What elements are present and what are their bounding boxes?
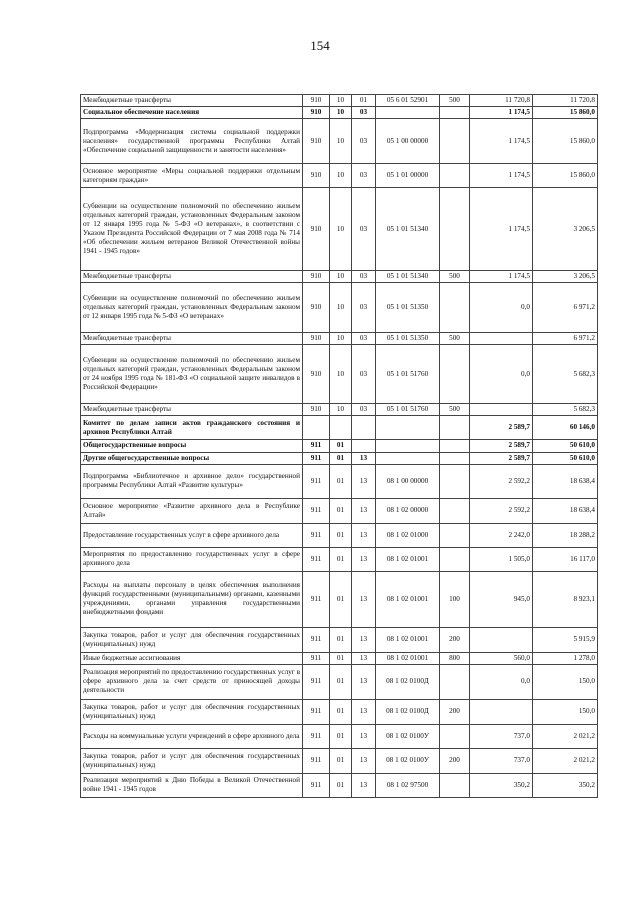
amount-column-1-cell: 1 174,5 <box>470 271 533 283</box>
amount-column-2-cell: 50 610,0 <box>533 440 598 452</box>
table-row <box>81 652 598 664</box>
subsection-code-cell: 03 <box>352 107 376 119</box>
amount-column-1-cell: 0,0 <box>470 345 533 404</box>
ministry-code-cell: 911 <box>303 571 330 627</box>
row-name-cell: Межбюджетные трансферты <box>81 95 303 107</box>
subsection-code-cell: 13 <box>352 498 376 523</box>
expense-type-cell <box>440 452 470 464</box>
section-code-cell: 10 <box>330 95 352 107</box>
target-article-cell: 05 1 01 51340 <box>376 271 440 283</box>
amount-column-1-cell: 1 174,5 <box>470 119 533 164</box>
expense-type-cell <box>440 773 470 797</box>
section-code-cell: 10 <box>330 404 352 416</box>
amount-column-1-cell: 1 174,5 <box>470 164 533 188</box>
table-body <box>81 95 598 798</box>
subsection-code-cell: 03 <box>352 119 376 164</box>
section-code-cell: 01 <box>330 571 352 627</box>
ministry-code-cell: 911 <box>303 664 330 699</box>
amount-column-1-cell: 1 505,0 <box>470 547 533 571</box>
section-code-cell: 10 <box>330 188 352 271</box>
target-article-cell: 08 1 02 01001 <box>376 627 440 652</box>
row-name-cell: Субвенции на осуществление полномочий по обеспечению жильем отдельных категорий граждан, установленных Федеральным законом от 12 января 1995 года № 5-ФЗ «О ветеранах», в соответствии с Указом Президента Российской Федерации от 7 мая 2008 года № 714 «Об обеспечении жильем ветеранов Великой Отечественной войны 1941 - 1945 годов» <box>81 188 303 271</box>
amount-column-1-cell: 0,0 <box>470 283 533 333</box>
section-code-cell: 10 <box>330 283 352 333</box>
table-row <box>81 333 598 345</box>
section-code-cell: 10 <box>330 164 352 188</box>
expense-type-cell: 800 <box>440 652 470 664</box>
section-code-cell: 01 <box>330 652 352 664</box>
row-name-cell: Иные бюджетные ассигнования <box>81 652 303 664</box>
table-row <box>81 664 598 699</box>
amount-column-1-cell: 2 589,7 <box>470 416 533 440</box>
target-article-cell: 08 1 02 00000 <box>376 498 440 523</box>
row-name-cell: Основное мероприятие «Меры социальной поддержки отдельным категориям граждан» <box>81 164 303 188</box>
row-name-cell: Общегосударственные вопросы <box>81 440 303 452</box>
subsection-code-cell: 13 <box>352 571 376 627</box>
table-row <box>81 748 598 773</box>
amount-column-1-cell: 2 589,7 <box>470 440 533 452</box>
target-article-cell: 05 1 00 00000 <box>376 119 440 164</box>
expense-type-cell <box>440 724 470 748</box>
amount-column-1-cell: 737,0 <box>470 724 533 748</box>
table-row <box>81 464 598 498</box>
subsection-code-cell: 01 <box>352 95 376 107</box>
target-article-cell <box>376 416 440 440</box>
row-name-cell: Расходы на выплаты персоналу в целях обеспечения выполнения функций государственными (муниципальными) органами, казенными учреждениями, органами управления государственными внебюджетными фондами <box>81 571 303 627</box>
target-article-cell: 08 1 02 01001 <box>376 571 440 627</box>
row-name-cell: Основное мероприятие «Развитие архивного дела в Республике Алтай» <box>81 498 303 523</box>
amount-column-2-cell: 16 117,0 <box>533 547 598 571</box>
expense-type-cell: 200 <box>440 699 470 724</box>
amount-column-1-cell: 2 589,7 <box>470 452 533 464</box>
amount-column-2-cell: 15 860,0 <box>533 164 598 188</box>
expense-type-cell: 500 <box>440 271 470 283</box>
table-row <box>81 571 598 627</box>
target-article-cell: 05 1 01 51350 <box>376 283 440 333</box>
ministry-code-cell: 910 <box>303 333 330 345</box>
expense-type-cell: 500 <box>440 95 470 107</box>
row-name-cell: Мероприятия по предоставлению государственных услуг в сфере архивного дела <box>81 547 303 571</box>
ministry-code-cell: 911 <box>303 464 330 498</box>
table-row <box>81 95 598 107</box>
section-code-cell: 01 <box>330 498 352 523</box>
section-code-cell: 01 <box>330 547 352 571</box>
expense-type-cell <box>440 664 470 699</box>
section-code-cell: 01 <box>330 724 352 748</box>
row-name-cell: Закупка товаров, работ и услуг для обеспечения государственных (муниципальных) нужд <box>81 748 303 773</box>
ministry-code-cell: 910 <box>303 188 330 271</box>
table-row <box>81 119 598 164</box>
ministry-code-cell: 910 <box>303 404 330 416</box>
ministry-code-cell: 911 <box>303 452 330 464</box>
target-article-cell: 08 1 02 01001 <box>376 652 440 664</box>
ministry-code-cell: 911 <box>303 724 330 748</box>
ministry-code-cell: 910 <box>303 345 330 404</box>
table-row <box>81 452 598 464</box>
expense-type-cell: 200 <box>440 748 470 773</box>
amount-column-2-cell: 60 146,0 <box>533 416 598 440</box>
target-article-cell: 05 1 01 51350 <box>376 333 440 345</box>
subsection-code-cell: 13 <box>352 452 376 464</box>
subsection-code-cell: 03 <box>352 271 376 283</box>
table-row <box>81 773 598 797</box>
table-row <box>81 188 598 271</box>
expense-type-cell <box>440 345 470 404</box>
amount-column-2-cell: 18 638,4 <box>533 498 598 523</box>
section-code-cell: 01 <box>330 440 352 452</box>
ministry-code-cell: 911 <box>303 523 330 547</box>
section-code-cell: 10 <box>330 333 352 345</box>
section-code-cell: 10 <box>330 271 352 283</box>
section-code-cell: 01 <box>330 464 352 498</box>
table-row <box>81 627 598 652</box>
table-row <box>81 440 598 452</box>
subsection-code-cell <box>352 440 376 452</box>
row-name-cell: Другие общегосударственные вопросы <box>81 452 303 464</box>
amount-column-1-cell <box>470 404 533 416</box>
expense-type-cell <box>440 416 470 440</box>
amount-column-1-cell: 560,0 <box>470 652 533 664</box>
section-code-cell: 10 <box>330 119 352 164</box>
amount-column-2-cell: 1 278,0 <box>533 652 598 664</box>
target-article-cell: 08 1 02 0100Д <box>376 699 440 724</box>
amount-column-1-cell <box>470 333 533 345</box>
amount-column-2-cell: 5 915,9 <box>533 627 598 652</box>
target-article-cell: 05 1 01 51340 <box>376 188 440 271</box>
ministry-code-cell: 911 <box>303 440 330 452</box>
section-code-cell: 01 <box>330 773 352 797</box>
ministry-code-cell: 911 <box>303 498 330 523</box>
ministry-code-cell: 911 <box>303 773 330 797</box>
ministry-code-cell: 910 <box>303 107 330 119</box>
table-row <box>81 283 598 333</box>
amount-column-2-cell: 18 638,4 <box>533 464 598 498</box>
subsection-code-cell: 13 <box>352 523 376 547</box>
section-code-cell: 01 <box>330 664 352 699</box>
expense-type-cell <box>440 464 470 498</box>
ministry-code-cell: 911 <box>303 699 330 724</box>
amount-column-2-cell: 3 206,5 <box>533 271 598 283</box>
target-article-cell: 05 6 01 52901 <box>376 95 440 107</box>
page-number: 154 <box>310 38 330 53</box>
ministry-code-cell: 910 <box>303 271 330 283</box>
row-name-cell: Закупка товаров, работ и услуг для обеспечения государственных (муниципальных) нужд <box>81 627 303 652</box>
subsection-code-cell: 03 <box>352 333 376 345</box>
row-name-cell: Межбюджетные трансферты <box>81 404 303 416</box>
expense-type-cell <box>440 107 470 119</box>
table-row <box>81 271 598 283</box>
amount-column-2-cell: 15 860,0 <box>533 119 598 164</box>
row-name-cell: Подпрограмма «Библиотечное и архивное дело» государственной программы Республики Алтай «Развитие культуры» <box>81 464 303 498</box>
row-name-cell: Межбюджетные трансферты <box>81 333 303 345</box>
amount-column-2-cell: 350,2 <box>533 773 598 797</box>
expense-type-cell <box>440 188 470 271</box>
subsection-code-cell: 13 <box>352 699 376 724</box>
subsection-code-cell: 13 <box>352 724 376 748</box>
amount-column-1-cell: 945,0 <box>470 571 533 627</box>
subsection-code-cell: 13 <box>352 773 376 797</box>
table-row <box>81 523 598 547</box>
amount-column-2-cell: 5 682,3 <box>533 345 598 404</box>
target-article-cell: 08 1 02 97500 <box>376 773 440 797</box>
section-code-cell: 01 <box>330 748 352 773</box>
table-row <box>81 416 598 440</box>
target-article-cell: 08 1 02 01000 <box>376 523 440 547</box>
expense-type-cell <box>440 498 470 523</box>
row-name-cell: Закупка товаров, работ и услуг для обеспечения государственных (муниципальных) нужд <box>81 699 303 724</box>
ministry-code-cell: 911 <box>303 748 330 773</box>
subsection-code-cell: 13 <box>352 664 376 699</box>
ministry-code-cell: 911 <box>303 547 330 571</box>
amount-column-1-cell <box>470 627 533 652</box>
table-row <box>81 345 598 404</box>
target-article-cell: 05 1 01 51760 <box>376 404 440 416</box>
amount-column-2-cell: 2 021,2 <box>533 724 598 748</box>
expense-type-cell: 500 <box>440 333 470 345</box>
section-code-cell: 10 <box>330 345 352 404</box>
target-article-cell: 08 1 02 0100У <box>376 724 440 748</box>
amount-column-1-cell: 737,0 <box>470 748 533 773</box>
amount-column-1-cell: 1 174,5 <box>470 107 533 119</box>
expense-type-cell <box>440 164 470 188</box>
amount-column-1-cell: 11 720,8 <box>470 95 533 107</box>
subsection-code-cell: 13 <box>352 627 376 652</box>
amount-column-1-cell <box>470 699 533 724</box>
subsection-code-cell: 13 <box>352 547 376 571</box>
table-row <box>81 164 598 188</box>
amount-column-2-cell: 18 288,2 <box>533 523 598 547</box>
amount-column-2-cell: 6 971,2 <box>533 333 598 345</box>
table-row <box>81 724 598 748</box>
subsection-code-cell: 03 <box>352 345 376 404</box>
ministry-code-cell: 911 <box>303 627 330 652</box>
subsection-code-cell: 13 <box>352 464 376 498</box>
expense-type-cell <box>440 283 470 333</box>
row-name-cell: Расходы на коммунальные услуги учреждений в сфере архивного дела <box>81 724 303 748</box>
table-row <box>81 107 598 119</box>
amount-column-1-cell: 2 592,2 <box>470 464 533 498</box>
amount-column-2-cell: 2 021,2 <box>533 748 598 773</box>
ministry-code-cell: 910 <box>303 119 330 164</box>
row-name-cell: Межбюджетные трансферты <box>81 271 303 283</box>
row-name-cell: Подпрограмма «Модернизация системы социальной поддержки населения» государственной программы Республики Алтай «Обеспечение социальной защищенности и занятости населения» <box>81 119 303 164</box>
budget-table <box>80 94 598 798</box>
amount-column-1-cell: 0,0 <box>470 664 533 699</box>
expense-type-cell: 200 <box>440 627 470 652</box>
row-name-cell: Реализация мероприятий по предоставлению государственных услуг в сфере архивного дела за счет средств от приносящей доходы деятельности <box>81 664 303 699</box>
ministry-code-cell: 910 <box>303 95 330 107</box>
target-article-cell: 05 1 01 00000 <box>376 164 440 188</box>
amount-column-1-cell: 350,2 <box>470 773 533 797</box>
ministry-code-cell <box>303 416 330 440</box>
expense-type-cell <box>440 119 470 164</box>
amount-column-1-cell: 2 242,0 <box>470 523 533 547</box>
subsection-code-cell: 13 <box>352 748 376 773</box>
expense-type-cell <box>440 440 470 452</box>
ministry-code-cell: 911 <box>303 652 330 664</box>
amount-column-1-cell: 2 592,2 <box>470 498 533 523</box>
amount-column-2-cell: 150,0 <box>533 699 598 724</box>
expense-type-cell <box>440 547 470 571</box>
row-name-cell: Социальное обеспечение населения <box>81 107 303 119</box>
subsection-code-cell: 03 <box>352 404 376 416</box>
target-article-cell: 08 1 02 01001 <box>376 547 440 571</box>
target-article-cell <box>376 440 440 452</box>
section-code-cell: 01 <box>330 699 352 724</box>
section-code-cell: 10 <box>330 107 352 119</box>
amount-column-2-cell: 150,0 <box>533 664 598 699</box>
target-article-cell: 08 1 02 0100Д <box>376 664 440 699</box>
target-article-cell <box>376 107 440 119</box>
subsection-code-cell: 03 <box>352 283 376 333</box>
target-article-cell: 08 1 00 00000 <box>376 464 440 498</box>
target-article-cell: 05 1 01 51760 <box>376 345 440 404</box>
row-name-cell: Субвенции на осуществление полномочий по обеспечению жильем отдельных категорий граждан, установленных Федеральным законом от 12 января 1995 года № 5-ФЗ «О ветеранах» <box>81 283 303 333</box>
table-row <box>81 404 598 416</box>
expense-type-cell: 100 <box>440 571 470 627</box>
row-name-cell: Комитет по делам записи актов гражданского состояния и архивов Республики Алтай <box>81 416 303 440</box>
section-code-cell: 01 <box>330 523 352 547</box>
ministry-code-cell: 910 <box>303 283 330 333</box>
amount-column-2-cell: 11 720,8 <box>533 95 598 107</box>
subsection-code-cell: 03 <box>352 188 376 271</box>
expense-type-cell <box>440 523 470 547</box>
row-name-cell: Субвенции на осуществление полномочий по обеспечению жильем отдельных категорий граждан, установленных Федеральным законом от 24 ноября 1995 года № 181-ФЗ «О социальной защите инвалидов в Российской Федерации» <box>81 345 303 404</box>
amount-column-2-cell: 50 610,0 <box>533 452 598 464</box>
section-code-cell <box>330 416 352 440</box>
amount-column-2-cell: 6 971,2 <box>533 283 598 333</box>
section-code-cell: 01 <box>330 627 352 652</box>
ministry-code-cell: 910 <box>303 164 330 188</box>
section-code-cell: 01 <box>330 452 352 464</box>
table-row <box>81 547 598 571</box>
subsection-code-cell <box>352 416 376 440</box>
expense-type-cell: 500 <box>440 404 470 416</box>
target-article-cell <box>376 452 440 464</box>
row-name-cell: Предоставление государственных услуг в сфере архивного дела <box>81 523 303 547</box>
row-name-cell: Реализация мероприятий к Дню Победы в Великой Отечественной войне 1941 - 1945 годов <box>81 773 303 797</box>
amount-column-2-cell: 5 682,3 <box>533 404 598 416</box>
amount-column-1-cell: 1 174,5 <box>470 188 533 271</box>
amount-column-2-cell: 8 923,1 <box>533 571 598 627</box>
subsection-code-cell: 03 <box>352 164 376 188</box>
table-row <box>81 699 598 724</box>
amount-column-2-cell: 15 860,0 <box>533 107 598 119</box>
amount-column-2-cell: 3 206,5 <box>533 188 598 271</box>
table-row <box>81 498 598 523</box>
subsection-code-cell: 13 <box>352 652 376 664</box>
target-article-cell: 08 1 02 0100У <box>376 748 440 773</box>
